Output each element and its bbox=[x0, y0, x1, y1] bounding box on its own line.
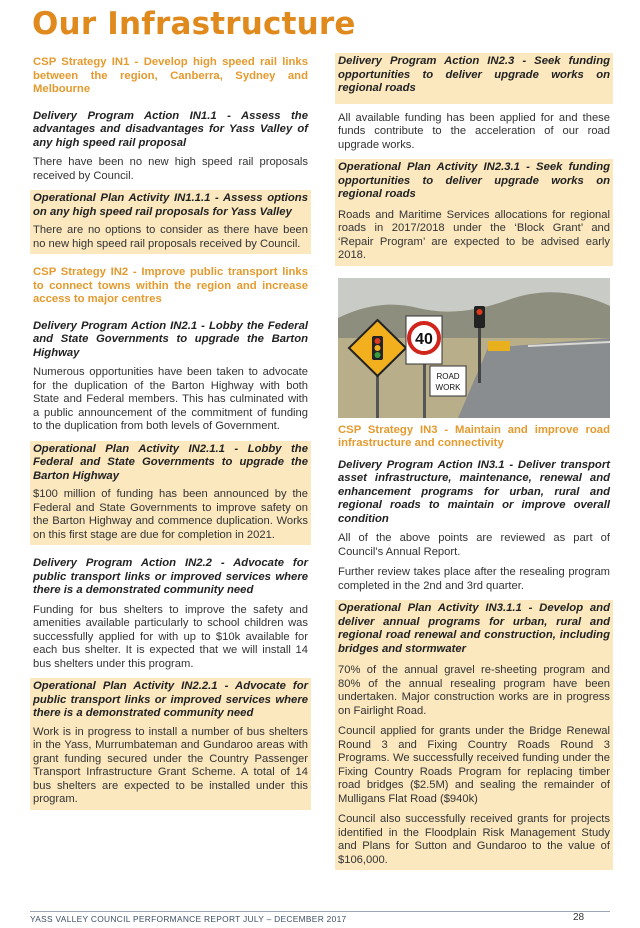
activity-in3-1-1-text-3: Council also successfully received grants for projects identified in the Floodplain Risk Management Study and Plans for Sutton and Gundaroo to the value of $106,000. bbox=[338, 813, 610, 866]
warning-sign-light-green bbox=[375, 352, 381, 358]
strategy-in2-heading: CSP Strategy IN2 - Improve public transport links to connect towns within the region and increase access to major centres bbox=[33, 266, 308, 305]
activity-in2-3-1-heading: Operational Plan Activity IN2.3.1 - Seek funding opportunities to deliver upgrade works on regional roads bbox=[338, 161, 610, 200]
activity-in1-1-1-box bbox=[30, 190, 311, 254]
activity-in2-1-1-box bbox=[30, 441, 311, 546]
barrier-icon bbox=[488, 341, 510, 351]
activity-in3-1-1-heading: Operational Plan Activity IN3.1.1 - Develop and deliver annual programs for urban, rural and regional road renewal and construction, including bridges and stormwater bbox=[338, 602, 610, 655]
road-work-sign-line2: WORK bbox=[435, 382, 461, 392]
warning-sign-light-red bbox=[375, 338, 381, 344]
activity-in1-1-1-text: There are no options to consider as there have been no new high speed rail proposals received by Council. bbox=[33, 224, 308, 250]
activity-in2-2-1-text: Work is in progress to install a number of bus shelters in the Yass, Murrumbateman and Gundaroo areas with grant funding secured under the Country Passenger Transport Infrastructure Grant Scheme. A total of 14 bus shelters are expected to be installed under this program. bbox=[33, 725, 308, 805]
page-title: Our Infrastructure bbox=[32, 6, 356, 42]
action-in2-2-text: Funding for bus shelters to improve the safety and amenities available particularly to school children was successfully applied for with up to $10k available for each bus shelter. It is expected that we will install 14 bus shelters under this program. bbox=[33, 603, 308, 670]
action-in1-1-text: There have been no new high speed rail proposals received by Council. bbox=[33, 156, 308, 182]
footer-divider bbox=[30, 911, 610, 912]
strategy-in1-heading: CSP Strategy IN1 - Develop high speed rail links between the region, Canberra, Sydney and Melbourne bbox=[33, 56, 308, 95]
activity-in3-1-1-text-1: 70% of the annual gravel re-sheeting program and 80% of the annual resealing program have been undertaken. Major construction works are in progress on Fairlight Road. bbox=[338, 664, 610, 717]
road-works-illustration bbox=[338, 278, 610, 418]
speed-limit-value: 40 bbox=[415, 330, 433, 348]
activity-in2-3-1-text: Roads and Maritime Services allocations for regional roads in 2017/2018 under the ‘Block Grant’ and ‘Repair Program’ are expected to be advised early 2018. bbox=[338, 208, 610, 261]
activity-in3-1-1-box bbox=[335, 600, 613, 870]
activity-in3-1-1-text-2: Council applied for grants under the Bridge Renewal Round 3 and Fixing Country Roads Round 3 Programs. We successfully received funding under the Fixing Country Roads Program for replacing timber road bridges ($2.5M) and sealing the remainder of Mulligans Flat Road ($940k) bbox=[338, 725, 610, 805]
left-column bbox=[33, 56, 308, 822]
action-in3-1-text-1: All of the above points are reviewed as part of Council’s Annual Report. bbox=[338, 532, 610, 558]
action-in1-1-heading: Delivery Program Action IN1.1 - Assess the advantages and disadvantages for Yass Valley of any high speed rail proposal bbox=[33, 109, 308, 149]
activity-in2-2-1-box bbox=[30, 678, 311, 810]
action-in2-1-text: Numerous opportunities have been taken to advocate for the duplication of the Barton Highway with both State and Federal members. This has culminated with a public announcement of the commitment of funding to the duplication from both levels of Government. bbox=[33, 366, 308, 432]
strategy-in3-heading: CSP Strategy IN3 - Maintain and improve road infrastructure and connectivity bbox=[338, 423, 610, 449]
activity-in2-1-1-text: $100 million of funding has been announced by the Federal and State Governments to improve safety on the Barton Highway and commence duplication. Works on this first stage are due for completion in 2021. bbox=[33, 488, 308, 541]
action-in3-1-heading: Delivery Program Action IN3.1 - Deliver transport asset infrastructure, maintenance, renewal and enhancement programs for urban, rural and regional roads to maintain or improve overall condition bbox=[338, 458, 610, 525]
right-column bbox=[338, 53, 610, 882]
road-work-sign-line1: ROAD bbox=[436, 371, 460, 381]
page-number: 28 bbox=[573, 912, 585, 923]
action-in3-1-text-2: Further review takes place after the resealing program completed in the 2nd and 3rd quarter. bbox=[338, 566, 610, 592]
activity-in2-1-1-heading: Operational Plan Activity IN2.1.1 - Lobby the Federal and State Governments to upgrade the Barton Highway bbox=[33, 442, 308, 482]
traffic-light-red bbox=[477, 309, 483, 315]
action-in2-2-heading: Delivery Program Action IN2.2 - Advocate for public transport links or improved services where there is a demonstrated community need bbox=[33, 557, 308, 596]
road-works-photo bbox=[338, 278, 610, 418]
action-in2-1-heading: Delivery Program Action IN2.1 - Lobby the Federal and State Governments to upgrade the Barton Highway bbox=[33, 319, 308, 359]
footer-report-title: YASS VALLEY COUNCIL PERFORMANCE REPORT JULY – DECEMBER 2017 bbox=[30, 914, 347, 924]
action-in2-3-text: All available funding has been applied for and these funds contribute to the acceleration of our road upgrade works. bbox=[338, 111, 610, 151]
action-in2-3-box bbox=[335, 53, 613, 104]
activity-in2-3-1-box bbox=[335, 159, 613, 266]
action-in2-3-heading: Delivery Program Action IN2.3 - Seek funding opportunities to deliver upgrade works on regional roads bbox=[338, 55, 610, 94]
activity-in2-2-1-heading: Operational Plan Activity IN2.2.1 - Advocate for public transport links or improved services where there is a demonstrated community need bbox=[33, 680, 308, 719]
warning-sign-light-amber bbox=[375, 345, 381, 351]
activity-in1-1-1-heading: Operational Plan Activity IN1.1.1 - Assess options on any high speed rail proposals for Yass Valley bbox=[33, 192, 308, 218]
